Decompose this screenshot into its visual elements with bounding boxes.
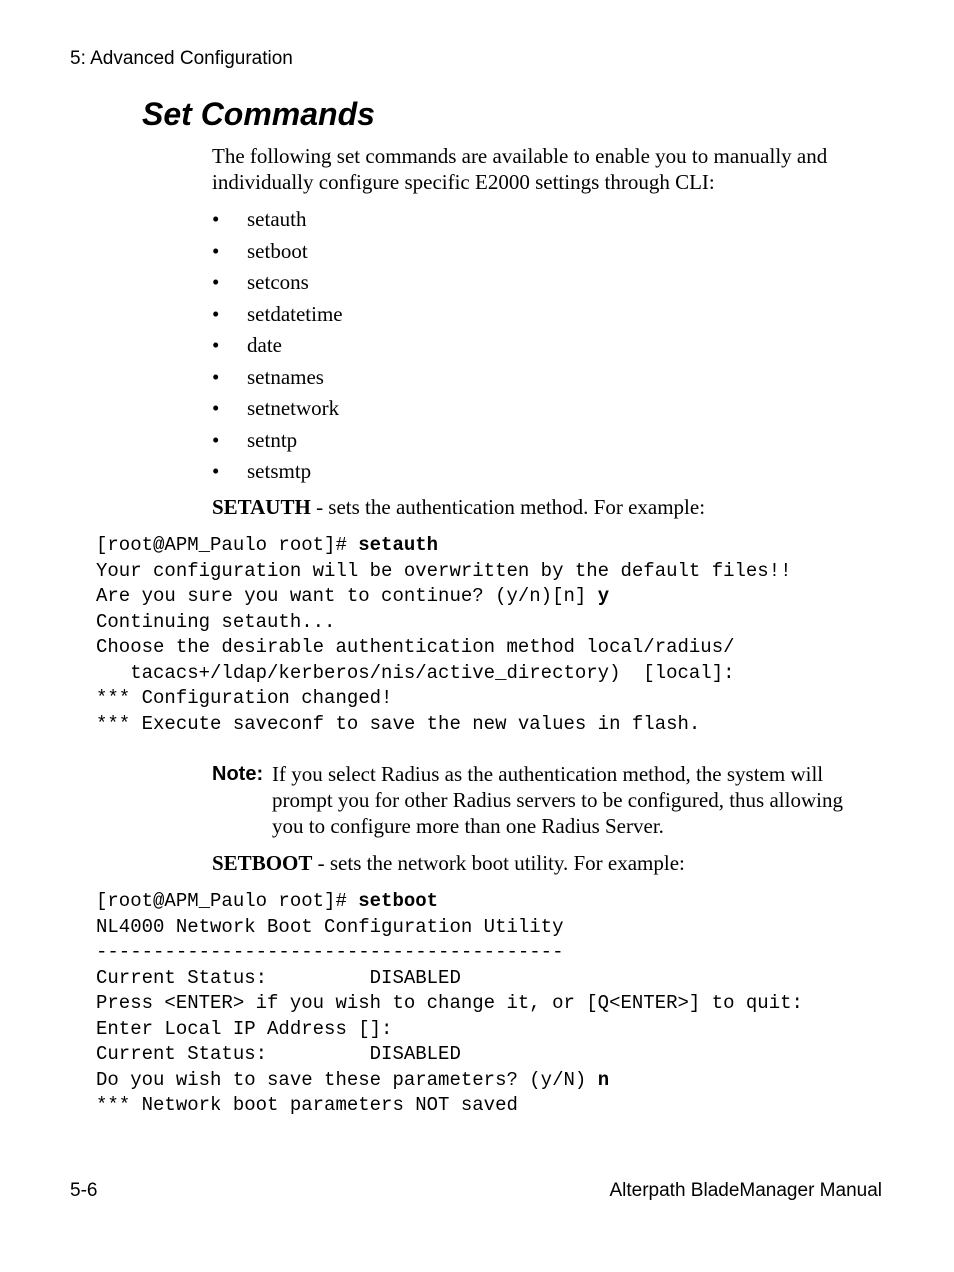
bullet-icon: • — [212, 301, 220, 326]
bullet-icon: • — [212, 459, 220, 483]
command-list — [212, 205, 343, 489]
manual-title: Alterpath BladeManager Manual — [609, 1180, 882, 1201]
code-line: tacacs+/ldap/kerberos/nis/active_directory) [local]: — [96, 661, 735, 684]
page-title: Set Commands — [142, 96, 375, 132]
setboot-code-block — [96, 889, 803, 1119]
code-line: *** Configuration changed! — [96, 687, 393, 709]
bullet-icon: • — [212, 396, 220, 420]
code-answer: n — [597, 1068, 610, 1091]
command-name: setcons — [247, 270, 309, 294]
running-header: 5: Advanced Configuration — [70, 48, 293, 69]
code-prompt: [root@APM_Paulo root]# — [96, 890, 359, 912]
bullet-icon: • — [212, 207, 220, 231]
setboot-description — [212, 850, 892, 876]
command-name: date — [247, 333, 282, 357]
intro-paragraph: The following set commands are available to enable you to manually and individually configure specific E2000 settings through CLI: — [212, 144, 828, 194]
setboot-desc: - sets the network boot utility. For example: — [312, 851, 685, 875]
setboot-label: SETBOOT — [212, 851, 313, 875]
note-text: If you select Radius as the authentication method, the system will prompt you for other Radius servers to be configured, thus allowing you to configure more than one Radius Server. — [272, 762, 843, 838]
code-line: Continuing setauth... — [96, 610, 336, 633]
bullet-icon: • — [212, 238, 220, 263]
code-line: *** Execute saveconf to save the new values in flash. — [96, 712, 701, 735]
list-item — [212, 363, 343, 395]
command-name: setsmtp — [247, 459, 312, 483]
command-name: setnetwork — [247, 396, 340, 420]
code-command: setauth — [358, 534, 439, 556]
code-line: Your configuration will be overwritten by the default files!! — [96, 559, 792, 582]
bullet-icon: • — [212, 270, 220, 294]
command-name: setboot — [247, 238, 308, 263]
setauth-code-block — [96, 533, 792, 737]
code-line: *** Network boot parameters NOT saved — [96, 1094, 518, 1116]
list-item — [212, 300, 343, 332]
page-number: 5-6 — [70, 1180, 98, 1201]
setauth-desc: - sets the authentication method. For example: — [310, 495, 706, 519]
code-prompt: [root@APM_Paulo root]# — [96, 534, 359, 556]
code-line: Enter Local IP Address []: — [96, 1017, 393, 1040]
note-label: Note: — [212, 763, 264, 785]
bullet-icon: • — [212, 427, 220, 452]
code-line: Choose the desirable authentication method local/radius/ — [96, 636, 735, 658]
code-line: Press <ENTER> if you wish to change it, or [Q<ENTER>] to quit: — [96, 992, 803, 1014]
command-name: setnames — [247, 364, 324, 389]
code-line: Current Status: DISABLED — [96, 1043, 461, 1065]
command-name: setdatetime — [247, 301, 343, 326]
bullet-icon: • — [212, 364, 220, 389]
list-item — [212, 268, 343, 300]
setauth-description — [212, 494, 892, 520]
code-line: NL4000 Network Boot Configuration Utility — [96, 915, 564, 938]
list-item — [212, 331, 343, 363]
code-command: setboot — [358, 890, 439, 912]
list-item — [212, 205, 343, 237]
list-item — [212, 394, 343, 426]
code-line: Are you sure you want to continue? (y/n)[n] — [96, 585, 598, 607]
command-name: setauth — [247, 207, 307, 231]
code-answer: y — [597, 585, 610, 607]
code-line: ----------------------------------------- — [96, 941, 564, 963]
list-item — [212, 457, 343, 489]
command-name: setntp — [247, 427, 298, 452]
list-item — [212, 426, 343, 458]
bullet-icon: • — [212, 333, 220, 357]
setauth-label: SETAUTH — [212, 495, 311, 519]
code-line: Do you wish to save these parameters? (y/N) — [96, 1068, 598, 1091]
code-line: Current Status: DISABLED — [96, 966, 461, 989]
note-block — [212, 761, 872, 839]
list-item — [212, 237, 343, 269]
